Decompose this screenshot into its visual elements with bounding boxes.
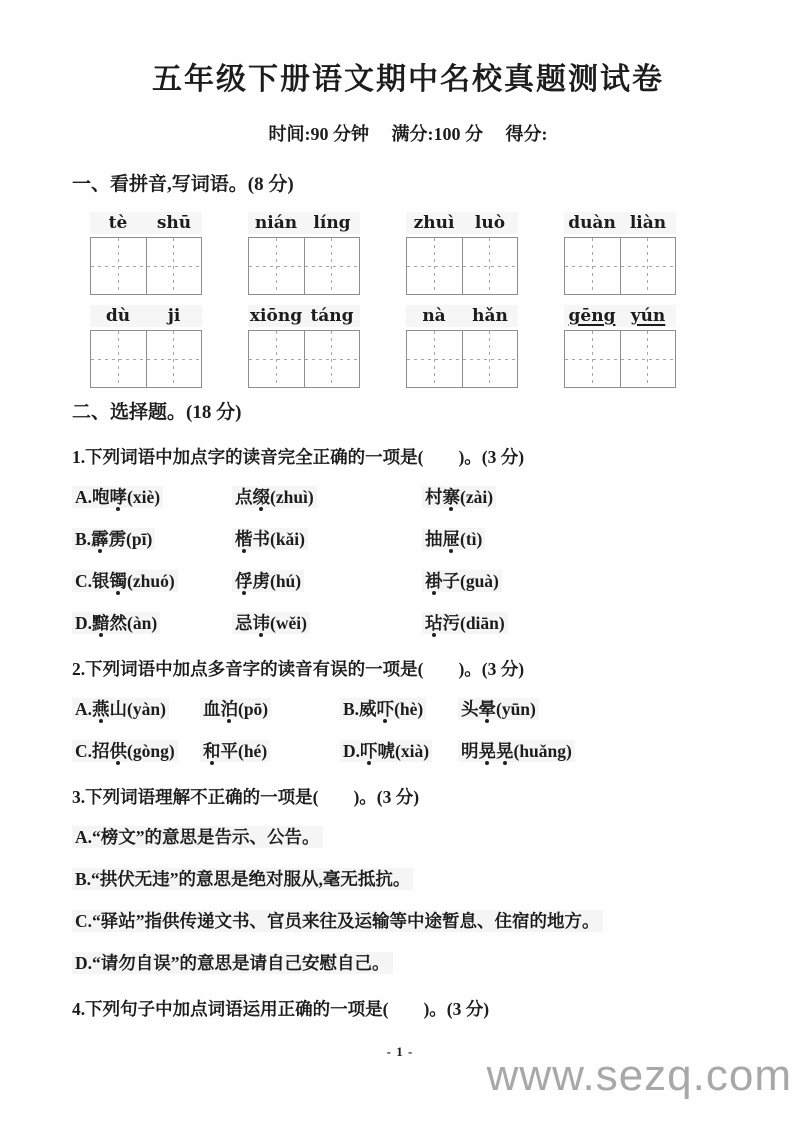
section2-heading: 二、选择题。(18 分)	[72, 402, 242, 423]
dotted-char: 晃	[496, 741, 514, 761]
dotted-char: 玷	[425, 613, 443, 633]
choice-option	[72, 486, 163, 508]
dotted-char: 讳	[252, 613, 270, 633]
text-segment: (zhuó)	[127, 571, 175, 591]
choice-option	[72, 570, 178, 592]
pinyin-label	[564, 212, 676, 234]
text-segment: (wěi)	[270, 613, 307, 633]
option-cell	[200, 738, 340, 766]
text-segment: 然(àn)	[109, 613, 158, 633]
choice-option	[340, 698, 426, 720]
dotted-char: 供	[109, 741, 128, 761]
text-segment: D.	[343, 741, 361, 761]
dotted-char: 泊	[220, 699, 238, 719]
text-segment: 山(yàn)	[109, 699, 166, 719]
option-cell	[422, 526, 485, 554]
question3-option-d	[72, 950, 744, 978]
pinyin-label	[248, 305, 360, 327]
dotted-char: 哮	[109, 487, 128, 507]
option-cell	[458, 696, 539, 724]
choice-option	[422, 612, 508, 634]
dotted-char: 吓	[360, 741, 378, 761]
text-segment: (tì)	[460, 529, 483, 549]
writing-grid-box	[90, 330, 202, 388]
option-cell	[72, 696, 200, 724]
option-cell	[458, 738, 575, 766]
pinyin-word-group	[90, 305, 202, 388]
pinyin-syllable: táng	[304, 305, 360, 327]
choice-option	[72, 528, 155, 550]
choice-option	[72, 740, 178, 762]
dotted-char: 黯	[92, 613, 110, 633]
question2-stem: 2.下列词语中加点多音字的读音有误的一项是( )。(3 分)	[72, 659, 525, 679]
question1-options-row-c	[72, 568, 744, 596]
dotted-char: 霹	[91, 529, 109, 549]
option-cell	[232, 484, 422, 512]
option-cell	[232, 610, 422, 638]
option-cell	[72, 484, 232, 512]
pinyin-word-group	[406, 305, 518, 388]
choice-option	[232, 528, 308, 550]
pinyin-word-group	[248, 305, 360, 388]
pinyin-syllable: shū	[146, 212, 202, 234]
pinyin-syllable: yún	[620, 305, 676, 327]
question3-option-b	[72, 866, 744, 894]
pinyin-word-group	[90, 212, 202, 295]
question2-options-row-2	[72, 738, 744, 766]
writing-grid-box	[564, 237, 676, 295]
writing-grid-box	[564, 330, 676, 388]
pinyin-syllable: ji	[146, 305, 202, 327]
text-segment: (zài)	[460, 487, 494, 507]
text-segment: D.	[75, 613, 93, 633]
option-cell	[72, 610, 232, 638]
option-cell	[422, 484, 496, 512]
option-cell	[72, 568, 232, 596]
dotted-char: 俘	[235, 571, 253, 591]
choice-option	[72, 698, 169, 720]
pinyin-syllable: zhuì	[406, 212, 462, 234]
text-segment: C.招	[75, 741, 110, 761]
pinyin-word-group	[248, 212, 360, 295]
choice-option	[422, 570, 502, 592]
choice-option	[200, 740, 270, 762]
exam-meta-line: 时间:90 分钟 满分:100 分 得分:	[268, 124, 548, 144]
pinyin-syllable: tè	[90, 212, 146, 234]
choice-option	[232, 570, 304, 592]
choice-option	[232, 486, 317, 508]
dotted-char: 燕	[92, 699, 110, 719]
choice-option	[458, 698, 539, 720]
choice-option	[340, 740, 432, 762]
choice-option	[458, 740, 575, 762]
writing-grid-box	[406, 330, 518, 388]
option-cell	[422, 568, 502, 596]
question2-options-row-1	[72, 696, 744, 724]
dotted-char: 和	[203, 741, 221, 761]
dotted-char: 吓	[376, 699, 395, 719]
text-segment: 血	[203, 699, 221, 719]
choice-option: C.“驿站”指供传递文书、官员来往及运输等中途暂息、住宿的地方。	[72, 910, 603, 932]
choice-option: B.“拱伏无违”的意思是绝对服从,毫无抵抗。	[72, 868, 413, 890]
text-segment: 书(kǎi)	[252, 529, 305, 549]
question3-option-a	[72, 824, 744, 852]
pinyin-word-group	[406, 212, 518, 295]
pinyin-grid-row-2	[72, 305, 744, 388]
question1-stem: 1.下列词语中加点字的读音完全正确的一项是( )。(3 分)	[72, 447, 525, 467]
dotted-char: 镯	[109, 571, 128, 591]
text-segment: B.	[75, 529, 92, 549]
dotted-char: 缀	[252, 487, 270, 507]
pinyin-syllable: líng	[304, 212, 360, 234]
choice-option	[72, 612, 160, 634]
option-cell	[232, 568, 422, 596]
dotted-char: 晕	[478, 699, 496, 719]
text-segment: (hè)	[394, 699, 424, 719]
dotted-char: 褂	[425, 571, 443, 591]
dotted-char: 晃	[478, 741, 496, 761]
option-cell	[72, 526, 232, 554]
pinyin-label	[248, 212, 360, 234]
page-number: - 1 -	[386, 1044, 414, 1059]
pinyin-syllable: xiōng	[249, 306, 303, 326]
pinyin-label	[406, 305, 518, 327]
section1-heading: 一、看拼音,写词语。(8 分)	[72, 174, 294, 195]
pinyin-syllable: nà	[406, 305, 462, 327]
pinyin-syllable: luò	[462, 212, 518, 234]
question4-stem: 4.下列句子中加点词语运用正确的一项是( )。(3 分)	[72, 999, 490, 1019]
pinyin-syllable: dù	[90, 305, 146, 327]
text-segment: A.	[75, 699, 93, 719]
pinyin-word-group	[564, 305, 676, 388]
text-segment: 子(guà)	[442, 571, 499, 591]
pinyin-syllable: hǎn	[462, 305, 518, 327]
page-title: 五年级下册语文期中名校真题测试卷	[152, 63, 664, 96]
text-segment: 村	[425, 487, 443, 507]
choice-option: A.“榜文”的意思是告示、公告。	[72, 826, 323, 848]
choice-option	[232, 612, 310, 634]
option-cell	[72, 738, 200, 766]
text-segment: (huǎng)	[513, 741, 572, 761]
text-segment: 点	[235, 487, 253, 507]
text-segment: B.威	[343, 699, 377, 719]
text-segment: A.咆	[75, 487, 110, 507]
pinyin-label	[90, 212, 202, 234]
text-segment: 忌	[235, 613, 253, 633]
text-segment: 唬(xià)	[377, 741, 430, 761]
choice-option	[200, 698, 271, 720]
dotted-char: 楷	[235, 529, 253, 549]
text-segment: 虏(hú)	[252, 571, 302, 591]
pinyin-syllable: liàn	[620, 212, 676, 234]
question1-options-row-b	[72, 526, 744, 554]
pinyin-label	[90, 305, 202, 327]
text-segment: (pō)	[238, 699, 269, 719]
choice-option	[422, 528, 485, 550]
option-cell	[340, 738, 458, 766]
text-segment: 抽	[425, 529, 443, 549]
choice-option	[422, 486, 496, 508]
option-cell	[200, 696, 340, 724]
dotted-char: 寨	[442, 487, 460, 507]
text-segment: (zhuì)	[270, 487, 314, 507]
pinyin-syllable: nián	[248, 212, 304, 234]
text-segment: 污(diān)	[442, 613, 505, 633]
choice-option: D.“请勿自误”的意思是请自己安慰自己。	[72, 952, 393, 974]
text-segment: 平(hé)	[220, 741, 268, 761]
question1-options-row-d	[72, 610, 744, 638]
writing-grid-box	[248, 237, 360, 295]
text-segment: (xiè)	[127, 487, 161, 507]
text-segment: C.银	[75, 571, 110, 591]
watermark: www.sezq.com	[486, 1051, 792, 1100]
question3-option-c	[72, 908, 744, 936]
text-segment: (yūn)	[496, 699, 536, 719]
text-segment: (gòng)	[127, 741, 175, 761]
writing-grid-box	[90, 237, 202, 295]
option-cell	[340, 696, 458, 724]
text-segment: 雳(pī)	[108, 529, 153, 549]
pinyin-label	[406, 212, 518, 234]
pinyin-label	[564, 305, 676, 327]
writing-grid-box	[406, 237, 518, 295]
option-cell	[232, 526, 422, 554]
question3-stem: 3.下列词语理解不正确的一项是( )。(3 分)	[72, 787, 420, 807]
option-cell	[422, 610, 508, 638]
writing-grid-box	[248, 330, 360, 388]
pinyin-word-group	[564, 212, 676, 295]
pinyin-grid-row-1	[72, 212, 744, 295]
text-segment: 头	[461, 699, 479, 719]
text-segment: 明	[461, 741, 479, 761]
pinyin-syllable: duàn	[564, 212, 620, 234]
question1-options-row-a	[72, 484, 744, 512]
pinyin-syllable: gēng	[564, 305, 620, 327]
dotted-char: 屉	[442, 529, 460, 549]
